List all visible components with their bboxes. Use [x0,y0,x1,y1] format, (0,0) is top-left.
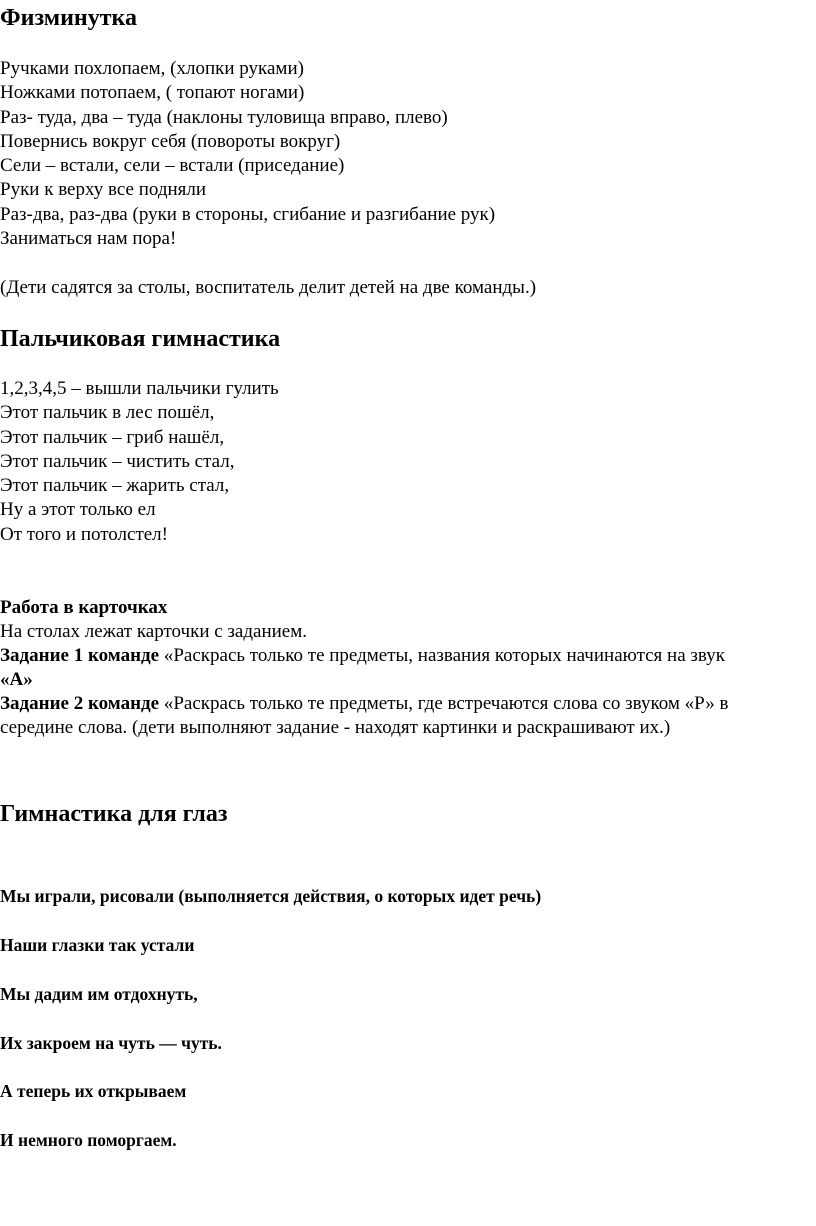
verse-line: Раз-два, раз-два (руки в стороны, сгибание и разгибание рук) [0,203,496,225]
eye-verse-line: Их закроем на чуть — чуть. [0,1033,222,1053]
verse-line: Повернись вокруг себя (повороты вокруг) [0,130,341,152]
verse-line: От того и потолстел! [0,523,168,545]
task-2-text: «Раскрась только те предметы, где встречаются слова со звуком «Р» в [159,693,729,714]
task-1-label: Задание 1 команде [0,645,160,666]
verse-line: Ножками потопаем, ( топают ногами) [0,82,305,104]
heading-finger-gymnastics: Пальчиковая гимнастика [0,326,281,352]
verse-line: 1,2,3,4,5 – вышли пальчики гулить [0,378,279,399]
heading-card-work: Работа в карточках [0,597,168,618]
verse-line: Руки к верху все подняли [0,179,207,201]
task-2-label: Задание 2 команде [0,693,160,714]
verse-line: Заниматься нам пора! [0,228,177,250]
verse-line: Ну а этот только ел [0,499,156,521]
eye-verse-line: И немного поморгаем. [0,1130,177,1150]
heading-eye-gymnastics: Гимнастика для глаз [0,801,228,827]
verse-line: Этот пальчик – жарить стал, [0,475,230,497]
card-work-intro: На столах лежат карточки с заданием. [0,621,307,642]
eye-verse-line: А теперь их открываем [0,1081,187,1101]
eye-verse-line: Наши глазки так устали [0,935,195,955]
task-1 [0,644,725,668]
finger-verse [0,377,279,547]
task-1-text: «Раскрась только те предметы, названия которых начинаются на звук [159,645,725,666]
eye-verse-line: Мы играли, рисовали (выполняется действия, о которых идет речь) [0,886,542,906]
verse-line: Ручками похлопаем, (хлопки руками) [0,58,304,79]
eye-verse-line: Мы дадим им отдохнуть, [0,984,198,1004]
heading-fizminutka: Физминутка [0,5,138,31]
task-2-continuation: середине слова. (дети выполняют задание - находят картинки и раскрашивают их.) [0,717,671,738]
verse-line: Этот пальчик – гриб нашёл, [0,426,225,448]
verse-line: Сели – встали, сели – встали (приседание) [0,155,345,177]
task-2 [0,692,728,716]
verse-line: Раз- туда, два – туда (наклоны туловища вправо, плево) [0,106,448,128]
verse-line: Этот пальчик – чистить стал, [0,450,235,472]
task-1-sound: «А» [0,669,33,690]
fizminutka-verse [0,57,495,251]
verse-line: Этот пальчик в лес пошёл, [0,402,215,424]
fizminutka-note: (Дети садятся за столы, воспитатель делит детей на две команды.) [0,277,537,298]
